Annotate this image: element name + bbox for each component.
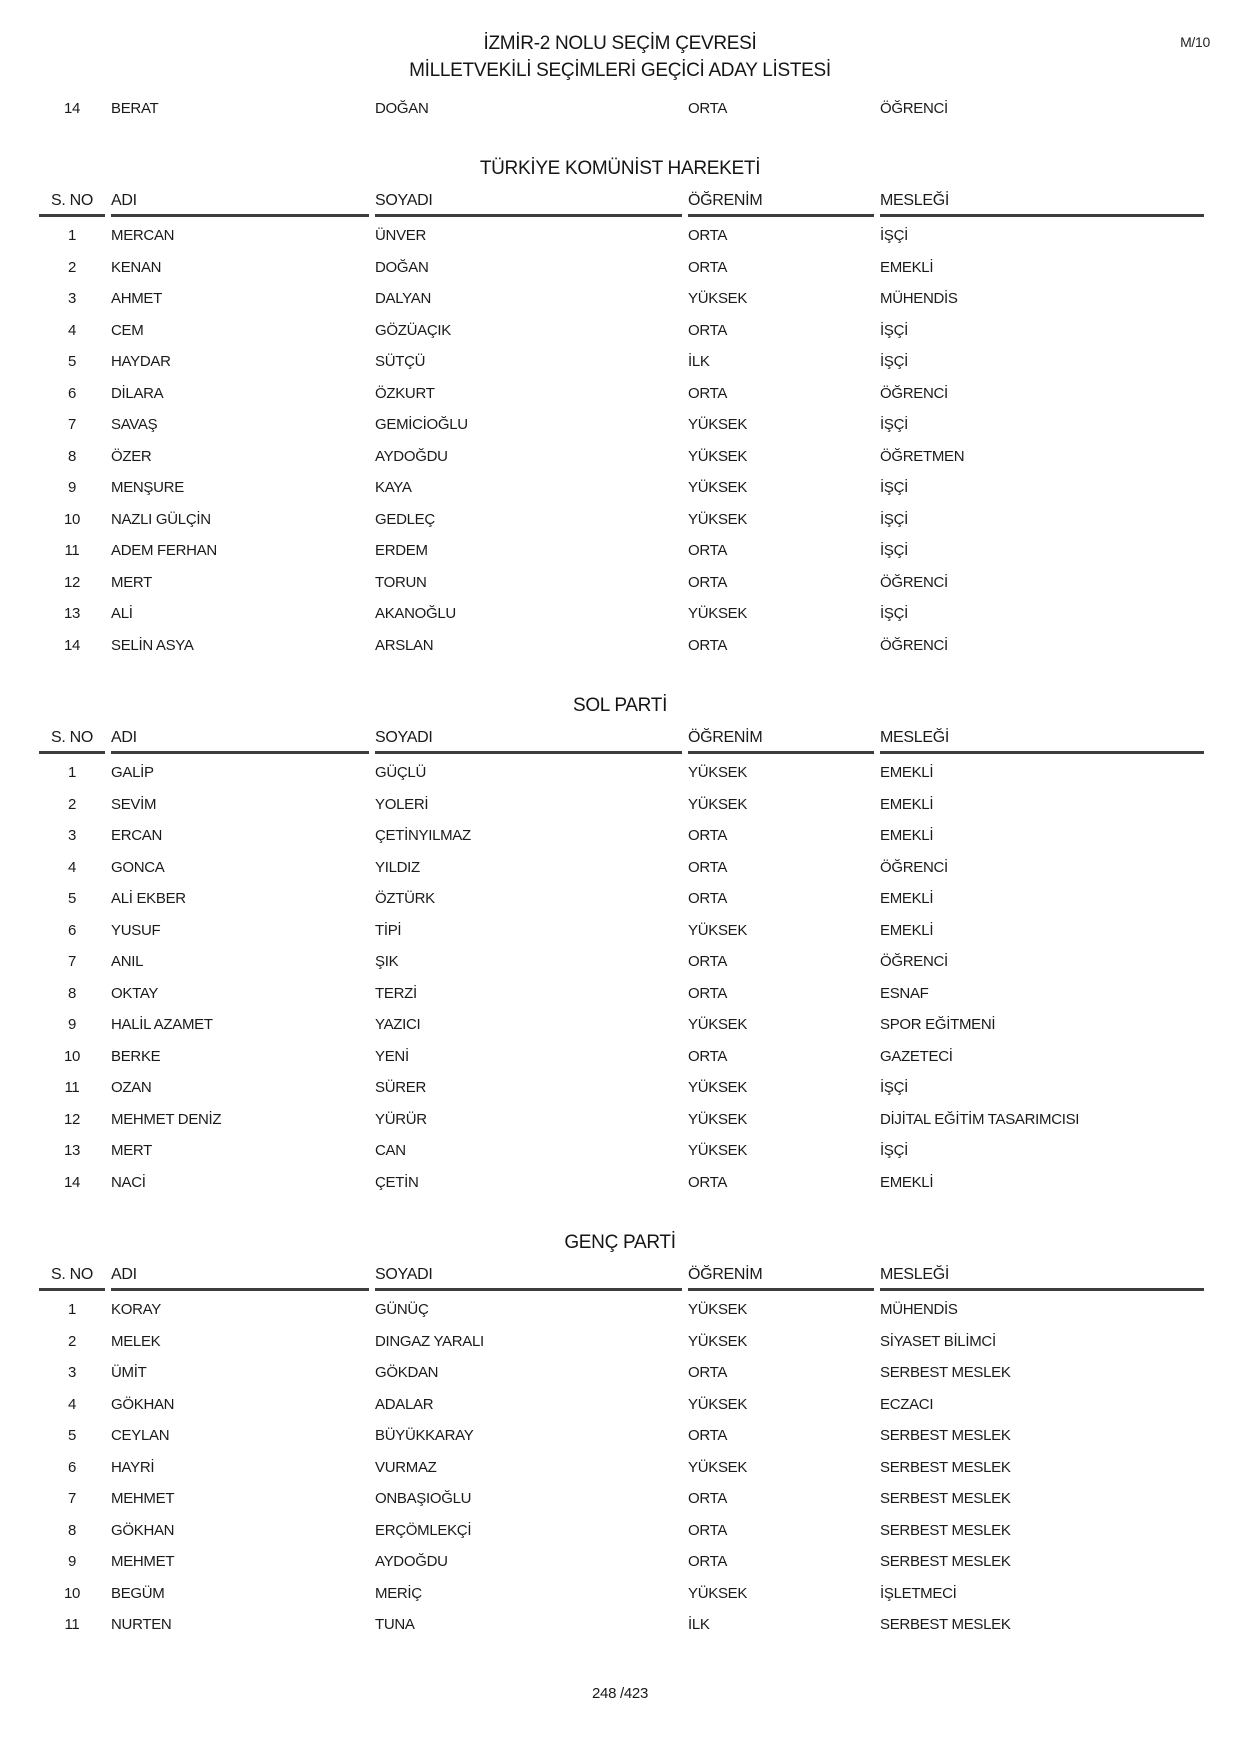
surname-cell: TERZİ	[375, 984, 417, 1002]
table-row	[39, 1420, 1204, 1452]
first-name-cell: ALİ	[111, 605, 133, 623]
table-row	[39, 1167, 1204, 1199]
row-number: 13	[63, 1142, 81, 1160]
table-row	[39, 1483, 1204, 1515]
row-number: 6	[67, 1458, 77, 1476]
surname-cell: DOĞAN	[375, 100, 429, 117]
surname-cell: YOLERİ	[375, 795, 429, 813]
profession-cell: ESNAF	[880, 984, 929, 1002]
surname-cell: ADALAR	[375, 1395, 434, 1413]
education-cell: ORTA	[688, 953, 728, 971]
header-soyadi: SOYADI	[375, 729, 682, 754]
surname-cell: ÜNVER	[375, 227, 427, 245]
first-name-cell: SEVİM	[111, 795, 157, 813]
education-cell: ORTA	[688, 1521, 728, 1539]
first-name-cell: BEGÜM	[111, 1584, 165, 1602]
row-number: 5	[67, 890, 77, 908]
row-number: 1	[67, 1301, 77, 1319]
table-row	[39, 1357, 1204, 1389]
education-cell: ORTA	[688, 636, 728, 654]
party-title: TÜRKİYE KOMÜNİST HAREKETİ	[479, 158, 761, 179]
profession-cell: EMEKLİ	[880, 1173, 934, 1191]
education-cell: İLK	[688, 1616, 710, 1634]
profession-cell: ECZACI	[880, 1395, 934, 1413]
row-number: 11	[64, 1616, 80, 1634]
row-number: 2	[67, 1332, 77, 1350]
row-number: 7	[67, 416, 77, 434]
table-row	[39, 1515, 1204, 1547]
education-cell: ORTA	[688, 1427, 728, 1445]
profession-cell: ÖĞRENCİ	[880, 636, 948, 654]
table-header-row	[39, 724, 1204, 754]
row-number: 4	[67, 321, 77, 339]
education-cell: YÜKSEK	[688, 416, 748, 434]
table-row	[39, 283, 1204, 315]
table-row	[39, 1072, 1204, 1104]
profession-cell: İŞÇİ	[880, 1142, 908, 1160]
table-row	[39, 1009, 1204, 1041]
first-name-cell: NACİ	[111, 1173, 146, 1191]
page-code: M/10	[1180, 34, 1210, 50]
table-row	[39, 789, 1204, 821]
first-name-cell: ALİ EKBER	[111, 890, 186, 908]
education-cell: YÜKSEK	[688, 510, 748, 528]
table-row	[39, 504, 1204, 536]
surname-cell: SÜRER	[375, 1079, 427, 1097]
surname-cell: GÜÇLÜ	[375, 764, 427, 782]
profession-cell: EMEKLİ	[880, 795, 934, 813]
header-ogrenim: ÖĞRENİM	[688, 1266, 874, 1291]
table-row	[39, 1389, 1204, 1421]
row-number: 4	[67, 1395, 77, 1413]
surname-cell: ÖZTÜRK	[375, 890, 435, 908]
page-title-line1: İZMİR-2 NOLU SEÇİM ÇEVRESİ	[483, 33, 757, 54]
education-cell: İLK	[688, 353, 710, 371]
surname-cell: KAYA	[375, 479, 412, 497]
first-name-cell: SELİN ASYA	[111, 636, 194, 654]
first-name-cell: HAYRİ	[111, 1458, 155, 1476]
header-meslegi: MESLEĞİ	[880, 729, 1204, 754]
surname-cell: SÜTÇÜ	[375, 353, 426, 371]
table-row	[39, 472, 1204, 504]
first-name-cell: MENŞURE	[111, 479, 184, 497]
education-cell: ORTA	[688, 1173, 728, 1191]
row-number: 8	[67, 447, 77, 465]
surname-cell: DALYAN	[375, 290, 431, 308]
party-section-genc-parti	[0, 1229, 1240, 1641]
first-name-cell: MEHMET DENİZ	[111, 1110, 222, 1128]
profession-cell: SPOR EĞİTMENİ	[880, 1016, 996, 1034]
profession-cell: EMEKLİ	[880, 258, 934, 276]
education-cell: YÜKSEK	[688, 1110, 748, 1128]
first-name-cell: CEYLAN	[111, 1427, 170, 1445]
first-name-cell: OKTAY	[111, 984, 159, 1002]
education-cell: ORTA	[688, 227, 728, 245]
profession-cell: SERBEST MESLEK	[880, 1490, 1011, 1508]
table-row	[39, 1452, 1204, 1484]
table-row	[39, 1546, 1204, 1578]
first-name-cell: MERCAN	[111, 227, 175, 245]
surname-cell: ÖZKURT	[375, 384, 435, 402]
header-soyadi: SOYADI	[375, 192, 682, 217]
surname-cell: ŞIK	[375, 953, 399, 971]
row-number: 9	[67, 1553, 77, 1571]
surname-cell: MERİÇ	[375, 1584, 422, 1602]
page-number: 248 /423	[592, 1684, 648, 1702]
table-header-row	[39, 1261, 1204, 1291]
education-cell: ORTA	[688, 384, 728, 402]
first-name-cell: CEM	[111, 321, 144, 339]
first-name-cell: OZAN	[111, 1079, 152, 1097]
profession-cell: İŞÇİ	[880, 227, 908, 245]
education-cell: YÜKSEK	[688, 290, 748, 308]
education-cell: ORTA	[688, 858, 728, 876]
first-name-cell: AHMET	[111, 290, 163, 308]
first-name-cell: GALİP	[111, 764, 154, 782]
first-name-cell: KORAY	[111, 1301, 161, 1319]
row-number: 4	[67, 858, 77, 876]
surname-cell: CAN	[375, 1142, 406, 1160]
surname-cell: ÇETİN	[375, 1173, 419, 1191]
row-number: 11	[64, 542, 80, 560]
education-cell: YÜKSEK	[688, 1458, 748, 1476]
surname-cell: TORUN	[375, 573, 427, 591]
first-name-cell: GÖKHAN	[111, 1395, 175, 1413]
profession-cell: ÖĞRENCİ	[880, 573, 948, 591]
education-cell: YÜKSEK	[688, 1079, 748, 1097]
profession-cell: İŞÇİ	[880, 321, 908, 339]
education-cell: YÜKSEK	[688, 447, 748, 465]
row-number: 10	[63, 1584, 81, 1602]
surname-cell: ONBAŞIOĞLU	[375, 1490, 472, 1508]
table-row	[39, 1104, 1204, 1136]
first-name-cell: NURTEN	[111, 1616, 172, 1634]
header-meslegi: MESLEĞİ	[880, 1266, 1204, 1291]
profession-cell: ÖĞRENCİ	[880, 858, 948, 876]
table-row	[39, 378, 1204, 410]
profession-cell: İŞÇİ	[880, 605, 908, 623]
first-name-cell: DİLARA	[111, 384, 164, 402]
table-row	[39, 252, 1204, 284]
header-soyadi: SOYADI	[375, 1266, 682, 1291]
first-name-cell: GONCA	[111, 858, 165, 876]
education-cell: ORTA	[688, 542, 728, 560]
education-cell: ORTA	[688, 890, 728, 908]
surname-cell: YILDIZ	[375, 858, 420, 876]
surname-cell: AKANOĞLU	[375, 605, 456, 623]
education-cell: ORTA	[688, 827, 728, 845]
row-number: 13	[63, 605, 81, 623]
row-number: 12	[63, 1110, 81, 1128]
education-cell: ORTA	[688, 984, 728, 1002]
header-s-no: S. NO	[39, 192, 105, 217]
first-name-cell: MERT	[111, 573, 153, 591]
party-table	[0, 217, 1240, 661]
surname-cell: TUNA	[375, 1616, 415, 1634]
profession-cell: DİJİTAL EĞİTİM TASARIMCISI	[880, 1110, 1080, 1128]
table-row	[39, 220, 1204, 252]
first-name-cell: BERAT	[111, 100, 159, 117]
row-number: 2	[67, 795, 77, 813]
header-adi: ADI	[111, 192, 369, 217]
row-number: 3	[67, 1364, 77, 1382]
row-number: 1	[67, 764, 77, 782]
profession-cell: EMEKLİ	[880, 890, 934, 908]
party-title: SOL PARTİ	[572, 695, 668, 716]
profession-cell: SERBEST MESLEK	[880, 1458, 1011, 1476]
row-number: 2	[67, 258, 77, 276]
row-number: 7	[67, 1490, 77, 1508]
party-table	[0, 1291, 1240, 1641]
profession-cell: SERBEST MESLEK	[880, 1553, 1011, 1571]
row-number: 8	[67, 1521, 77, 1539]
education-cell: YÜKSEK	[688, 764, 748, 782]
row-number: 14	[63, 1173, 81, 1191]
surname-cell: GÖZÜAÇIK	[375, 321, 451, 339]
surname-cell: AYDOĞDU	[375, 1553, 448, 1571]
profession-cell: SERBEST MESLEK	[880, 1427, 1011, 1445]
first-name-cell: YUSUF	[111, 921, 161, 939]
education-cell: YÜKSEK	[688, 921, 748, 939]
surname-cell: VURMAZ	[375, 1458, 437, 1476]
education-cell: YÜKSEK	[688, 1016, 748, 1034]
first-name-cell: MEHMET	[111, 1490, 175, 1508]
first-name-cell: BERKE	[111, 1047, 161, 1065]
education-cell: ORTA	[688, 258, 728, 276]
profession-cell: EMEKLİ	[880, 827, 934, 845]
first-name-cell: ÖZER	[111, 447, 152, 465]
table-row	[39, 1609, 1204, 1641]
education-cell: YÜKSEK	[688, 479, 748, 497]
first-name-cell: HALİL AZAMET	[111, 1016, 213, 1034]
profession-cell: İŞÇİ	[880, 510, 908, 528]
surname-cell: YAZICI	[375, 1016, 421, 1034]
row-number: 6	[67, 384, 77, 402]
first-name-cell: GÖKHAN	[111, 1521, 175, 1539]
first-name-cell: MEHMET	[111, 1553, 175, 1571]
table-row	[39, 946, 1204, 978]
table-row	[39, 1326, 1204, 1358]
table-header-row	[39, 187, 1204, 217]
first-name-cell: MERT	[111, 1142, 153, 1160]
table-row	[39, 598, 1204, 630]
profession-cell: GAZETECİ	[880, 1047, 953, 1065]
surname-cell: YÜRÜR	[375, 1110, 427, 1128]
profession-cell: ÖĞRENCİ	[880, 953, 948, 971]
party-section-sol-parti	[0, 692, 1240, 1198]
surname-cell: GÖKDAN	[375, 1364, 439, 1382]
profession-cell: SERBEST MESLEK	[880, 1364, 1011, 1382]
surname-cell: DINGAZ YARALI	[375, 1332, 484, 1350]
surname-cell: ARSLAN	[375, 636, 434, 654]
surname-cell: DOĞAN	[375, 258, 429, 276]
row-number: 11	[64, 1079, 80, 1097]
profession-cell: İŞÇİ	[880, 542, 908, 560]
table-row	[39, 852, 1204, 884]
profession-cell: ÖĞRENCİ	[880, 100, 948, 117]
education-cell: ORTA	[688, 1553, 728, 1571]
page-title-line2: MİLLETVEKİLİ SEÇİMLERİ GEÇİCİ ADAY LİSTESİ	[409, 60, 831, 81]
first-name-cell: KENAN	[111, 258, 162, 276]
education-cell: ORTA	[688, 1364, 728, 1382]
surname-cell: TİPİ	[375, 921, 402, 939]
first-name-cell: MELEK	[111, 1332, 161, 1350]
surname-cell: AYDOĞDU	[375, 447, 448, 465]
header-s-no: S. NO	[39, 729, 105, 754]
education-cell: ORTA	[688, 100, 728, 117]
table-row	[39, 757, 1204, 789]
table-row	[39, 630, 1204, 662]
surname-cell: BÜYÜKKARAY	[375, 1427, 474, 1445]
profession-cell: SİYASET BİLİMCİ	[880, 1332, 996, 1350]
surname-cell: ÇETİNYILMAZ	[375, 827, 471, 845]
row-number: 14	[63, 636, 81, 654]
profession-cell: MÜHENDİS	[880, 1301, 958, 1319]
table-row	[39, 315, 1204, 347]
profession-cell: ÖĞRENCİ	[880, 384, 948, 402]
profession-cell: EMEKLİ	[880, 764, 934, 782]
row-number: 5	[67, 353, 77, 371]
education-cell: YÜKSEK	[688, 1584, 748, 1602]
row-number: 9	[67, 1016, 77, 1034]
header-ogrenim: ÖĞRENİM	[688, 192, 874, 217]
row-number: 3	[67, 290, 77, 308]
first-name-cell: ADEM FERHAN	[111, 542, 217, 560]
education-cell: YÜKSEK	[688, 1301, 748, 1319]
row-number: 14	[63, 100, 81, 117]
surname-cell: ERDEM	[375, 542, 428, 560]
first-name-cell: ERCAN	[111, 827, 163, 845]
surname-cell: GÜNÜÇ	[375, 1301, 429, 1319]
profession-cell: SERBEST MESLEK	[880, 1521, 1011, 1539]
table-row	[39, 820, 1204, 852]
table-row	[39, 441, 1204, 473]
education-cell: ORTA	[688, 321, 728, 339]
surname-cell: ERÇÖMLEKÇİ	[375, 1521, 472, 1539]
surname-cell: GEDLEÇ	[375, 510, 435, 528]
profession-cell: İŞÇİ	[880, 479, 908, 497]
table-row	[39, 535, 1204, 567]
row-number: 12	[63, 573, 81, 591]
first-name-cell: ÜMİT	[111, 1364, 147, 1382]
header-s-no: S. NO	[39, 1266, 105, 1291]
table-row	[39, 409, 1204, 441]
table-row	[39, 883, 1204, 915]
party-title: GENÇ PARTİ	[564, 1232, 676, 1253]
header-adi: ADI	[111, 729, 369, 754]
row-number: 10	[63, 510, 81, 528]
education-cell: YÜKSEK	[688, 1142, 748, 1160]
row-number: 1	[67, 227, 77, 245]
party-section-tkh	[0, 155, 1240, 661]
profession-cell: ÖĞRETMEN	[880, 447, 965, 465]
education-cell: ORTA	[688, 1490, 728, 1508]
surname-cell: GEMİCİOĞLU	[375, 416, 468, 434]
row-number: 7	[67, 953, 77, 971]
row-number: 3	[67, 827, 77, 845]
first-name-cell: SAVAŞ	[111, 416, 158, 434]
profession-cell: İŞLETMECİ	[880, 1584, 957, 1602]
table-row	[39, 978, 1204, 1010]
row-number: 9	[67, 479, 77, 497]
education-cell: YÜKSEK	[688, 795, 748, 813]
profession-cell: İŞÇİ	[880, 353, 908, 371]
table-row	[39, 915, 1204, 947]
table-row	[39, 1294, 1204, 1326]
row-number: 10	[63, 1047, 81, 1065]
row-number: 8	[67, 984, 77, 1002]
carryover-row	[39, 93, 1204, 124]
first-name-cell: NAZLI GÜLÇİN	[111, 510, 211, 528]
profession-cell: İŞÇİ	[880, 416, 908, 434]
first-name-cell: ANIL	[111, 953, 144, 971]
table-row	[39, 1578, 1204, 1610]
education-cell: ORTA	[688, 573, 728, 591]
education-cell: YÜKSEK	[688, 605, 748, 623]
first-name-cell: HAYDAR	[111, 353, 171, 371]
profession-cell: İŞÇİ	[880, 1079, 908, 1097]
header-meslegi: MESLEĞİ	[880, 192, 1204, 217]
row-number: 6	[67, 921, 77, 939]
table-row	[39, 1135, 1204, 1167]
profession-cell: SERBEST MESLEK	[880, 1616, 1011, 1634]
education-cell: ORTA	[688, 1047, 728, 1065]
profession-cell: EMEKLİ	[880, 921, 934, 939]
education-cell: YÜKSEK	[688, 1332, 748, 1350]
header-adi: ADI	[111, 1266, 369, 1291]
party-table	[0, 754, 1240, 1198]
header-ogrenim: ÖĞRENİM	[688, 729, 874, 754]
table-row	[39, 346, 1204, 378]
surname-cell: YENİ	[375, 1047, 409, 1065]
table-row	[39, 1041, 1204, 1073]
education-cell: YÜKSEK	[688, 1395, 748, 1413]
table-row	[39, 567, 1204, 599]
row-number: 5	[67, 1427, 77, 1445]
profession-cell: MÜHENDİS	[880, 290, 958, 308]
